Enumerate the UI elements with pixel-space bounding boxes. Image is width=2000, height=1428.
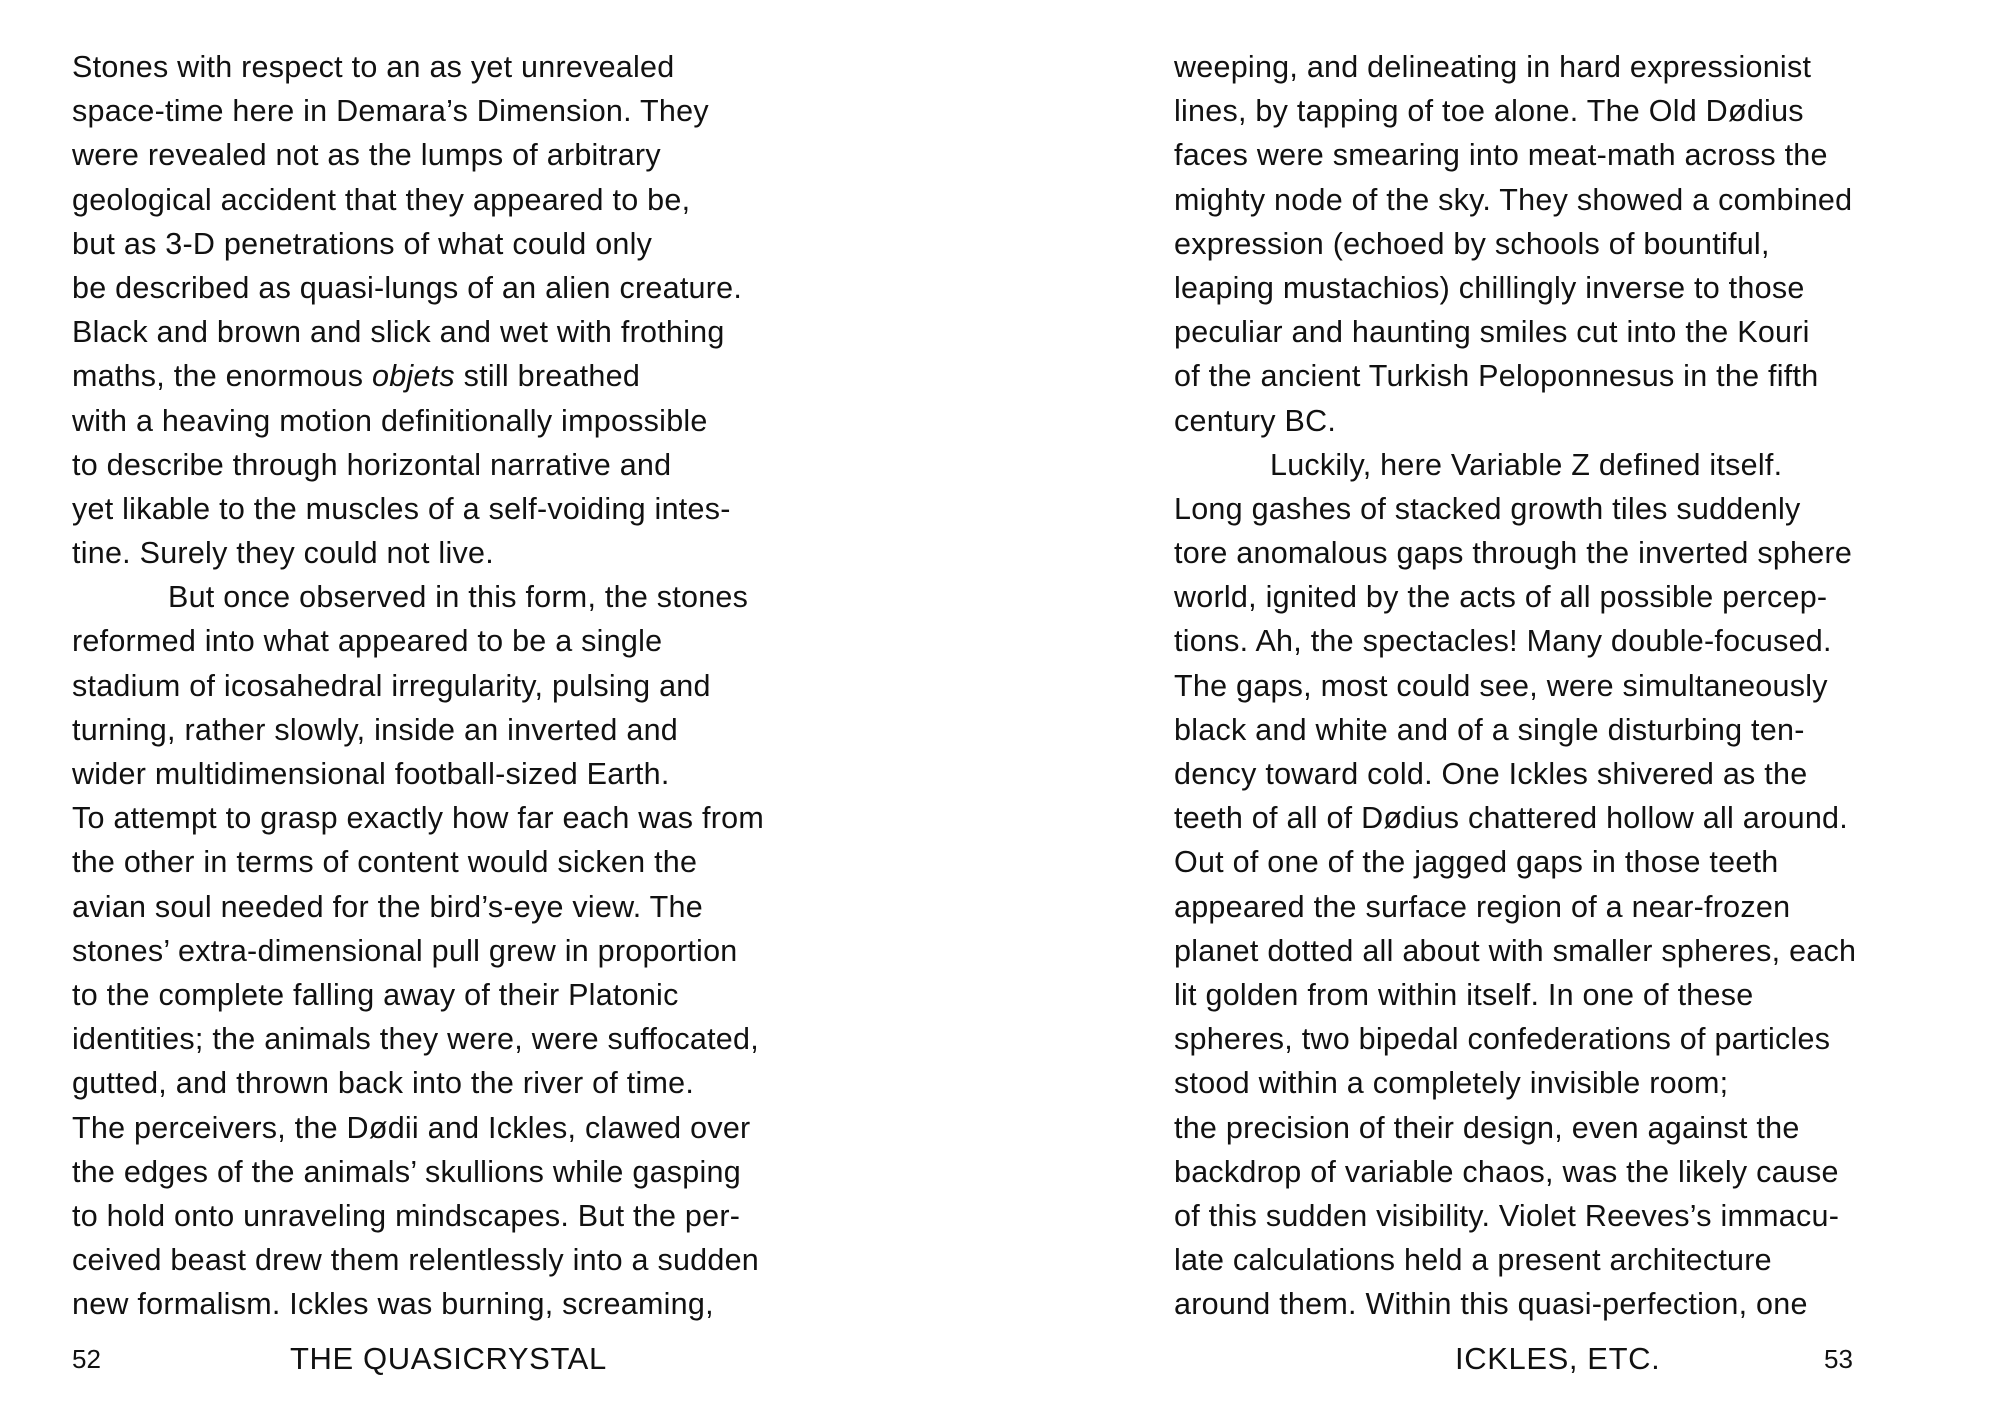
text-line: with a heaving motion definitionally impossible bbox=[72, 403, 708, 438]
italic-word: objets bbox=[371, 359, 455, 394]
text-line: identities; the animals they were, were suffocated, bbox=[72, 1022, 759, 1057]
text-line: dency toward cold. One Ickles shivered as the bbox=[1174, 757, 1808, 791]
text-line: faces were smearing into meat-math across the bbox=[1174, 138, 1828, 173]
text-line: appeared the surface region of a near-frozen bbox=[1174, 889, 1791, 924]
text-line: but as 3-D penetrations of what could only bbox=[72, 226, 653, 261]
text-line: century BC. bbox=[1174, 403, 1337, 438]
text-line: leaping mustachios) chillingly inverse to those bbox=[1174, 270, 1805, 305]
text-line: wider multidimensional football-sized Earth. bbox=[72, 757, 670, 791]
text-line: backdrop of variable chaos, was the likely cause bbox=[1174, 1154, 1839, 1189]
text-line: Long gashes of stacked growth tiles suddenly bbox=[1174, 491, 1801, 526]
text-line: geological accident that they appeared to be, bbox=[72, 182, 691, 217]
text-line: tions. Ah, the spectacles! Many double-focused. bbox=[1174, 624, 1832, 659]
text-line: to the complete falling away of their Platonic bbox=[72, 977, 679, 1012]
text-line: space-time here in Demara’s Dimension. They bbox=[72, 94, 709, 129]
right-body-text bbox=[1174, 45, 1856, 1326]
text-line: expression (echoed by schools of bountiful, bbox=[1174, 226, 1770, 261]
text-line: turning, rather slowly, inside an inverted and bbox=[72, 712, 679, 747]
text-line: be described as quasi-lungs of an alien creature. bbox=[72, 270, 743, 305]
text-line: peculiar and haunting smiles cut into the Kouri bbox=[1174, 315, 1810, 350]
page-number-left: 52 bbox=[72, 1344, 101, 1374]
text-line: the other in terms of content would sicken the bbox=[72, 845, 698, 880]
text-line: tine. Surely they could not live. bbox=[72, 536, 494, 571]
text-line: Stones with respect to an as yet unrevealed bbox=[72, 50, 675, 84]
text-line: black and white and of a single disturbing ten- bbox=[1174, 712, 1805, 747]
text-line: The gaps, most could see, were simultaneously bbox=[1174, 668, 1828, 703]
text-line: gutted, and thrown back into the river of time. bbox=[72, 1066, 695, 1101]
text-line: To attempt to grasp exactly how far each was from bbox=[72, 801, 765, 836]
text-line: new formalism. Ickles was burning, screaming, bbox=[72, 1287, 714, 1322]
text-run: still breathed bbox=[454, 359, 641, 394]
page-number-right: 53 bbox=[1824, 1344, 1853, 1374]
text-line: avian soul needed for the bird’s-eye view. The bbox=[72, 889, 703, 924]
text-line: late calculations held a present architecture bbox=[1174, 1243, 1772, 1278]
text-line: the edges of the animals’ skullions while gasping bbox=[72, 1154, 741, 1189]
right-page bbox=[1000, 0, 2000, 1428]
text-line: stones’ extra-dimensional pull grew in proportion bbox=[72, 933, 738, 968]
text-line: yet likable to the muscles of a self-voiding intes- bbox=[72, 491, 731, 526]
text-line: The perceivers, the Dødii and Ickles, clawed over bbox=[72, 1110, 751, 1145]
running-head-right: ICKLES, ETC. bbox=[1455, 1341, 1661, 1376]
text-line: weeping, and delineating in hard expressionist bbox=[1174, 50, 1812, 84]
text-line: lit golden from within itself. In one of these bbox=[1174, 977, 1754, 1012]
text-line: planet dotted all about with smaller spheres, each bbox=[1174, 933, 1857, 968]
text-line: spheres, two bipedal confederations of particles bbox=[1174, 1022, 1831, 1057]
text-line: lines, by tapping of toe alone. The Old Dødius bbox=[1174, 94, 1804, 129]
text-line: the precision of their design, even against the bbox=[1174, 1110, 1800, 1145]
text-line: reformed into what appeared to be a single bbox=[72, 624, 663, 659]
text-line: stood within a completely invisible room; bbox=[1174, 1066, 1729, 1101]
text-line: stadium of icosahedral irregularity, pulsing and bbox=[72, 668, 711, 703]
text-line: Black and brown and slick and wet with frothing bbox=[72, 315, 725, 350]
text-line: Out of one of the jagged gaps in those teeth bbox=[1174, 845, 1779, 880]
text-line: to describe through horizontal narrative and bbox=[72, 447, 672, 482]
text-line: mighty node of the sky. They showed a combined bbox=[1174, 182, 1853, 217]
text-line: were revealed not as the lumps of arbitrary bbox=[72, 138, 661, 173]
running-head-left: THE QUASICRYSTAL bbox=[290, 1341, 607, 1376]
text-line: to hold onto unraveling mindscapes. But the per- bbox=[72, 1198, 741, 1233]
text-run: maths, the enormous bbox=[72, 359, 372, 394]
paragraph-start-line: Luckily, here Variable Z defined itself. bbox=[1270, 447, 1783, 482]
text-line: of this sudden visibility. Violet Reeves’s immacu- bbox=[1174, 1198, 1840, 1233]
text-line bbox=[72, 354, 764, 398]
text-line: ceived beast drew them relentlessly into a sudden bbox=[72, 1243, 760, 1278]
text-line: teeth of all of Dødius chattered hollow all around. bbox=[1174, 801, 1848, 836]
paragraph-start-line: But once observed in this form, the stones bbox=[168, 580, 749, 615]
left-body-text bbox=[72, 45, 764, 1326]
text-line: tore anomalous gaps through the inverted sphere bbox=[1174, 536, 1853, 571]
text-line: world, ignited by the acts of all possible percep- bbox=[1174, 580, 1828, 615]
text-line: of the ancient Turkish Peloponnesus in the fifth bbox=[1174, 359, 1819, 394]
text-line: around them. Within this quasi-perfection, one bbox=[1174, 1287, 1808, 1322]
